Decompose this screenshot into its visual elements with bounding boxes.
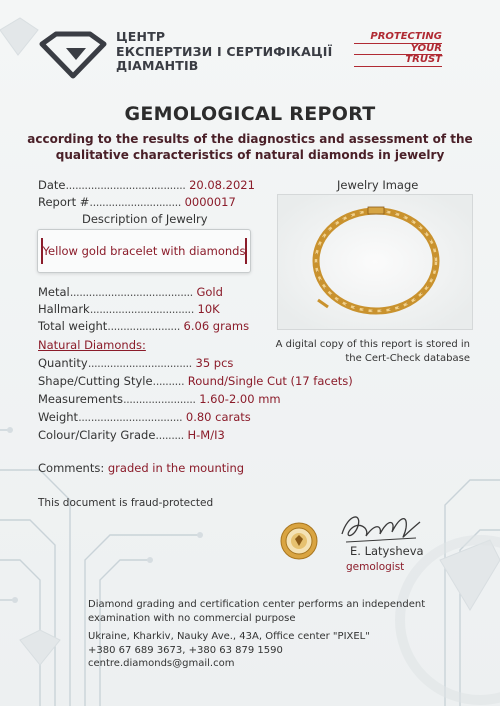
- signature-icon: [336, 508, 428, 548]
- footer-email[interactable]: centre.diamonds@gmail.com: [88, 658, 235, 669]
- metal-label: Metal: [38, 285, 70, 299]
- footer-address: Ukraine, Kharkiv, Nauky Ave., 43A, Office center "PIXEL": [88, 631, 370, 642]
- jewelry-image-label: Jewelry Image: [337, 178, 419, 192]
- hallmark-field: Hallmark................................. 10K: [38, 302, 220, 316]
- measurements-value: 1.60-2.00 mm: [199, 392, 281, 406]
- subtitle-line-2: qualitative characteristics of natural diamonds in jewelry: [55, 148, 445, 162]
- slogan-line-3: TRUST: [354, 55, 442, 67]
- quantity-field: Quantity................................. 35 pcs: [38, 356, 234, 370]
- natural-diamonds-heading: Natural Diamonds:: [38, 338, 146, 352]
- organization-name: [116, 30, 332, 74]
- weight-label: Weight: [38, 410, 79, 424]
- report-number-label: Report #: [38, 195, 90, 209]
- gold-seal-icon: [280, 522, 318, 560]
- date-field: Date...................................... 20.08.2021: [38, 178, 255, 192]
- description-value: Yellow gold bracelet with diamonds: [42, 244, 246, 258]
- grade-field: Colour/Clarity Grade......... H-M/I3: [38, 428, 225, 442]
- quantity-value: 35 pcs: [195, 356, 234, 370]
- digital-copy-line-1: A digital copy of this report is stored in: [275, 339, 470, 350]
- hallmark-label: Hallmark: [38, 302, 90, 316]
- total-weight-label: Total weight: [38, 319, 108, 333]
- weight-field: Weight................................. 0.80 carats: [38, 410, 251, 424]
- fraud-protection-note: This document is fraud-protected: [38, 497, 214, 509]
- comments: [38, 461, 244, 475]
- report-subtitle: [20, 131, 480, 163]
- bracelet-illustration: [278, 195, 472, 329]
- digital-copy-line-2: the Cert-Check database: [345, 352, 470, 364]
- report-number-field: Report #............................. 0000017: [38, 195, 236, 209]
- footer-line-2: examination with no commercial purpose: [88, 612, 296, 624]
- date-label: Date: [38, 178, 66, 192]
- metal-value: Gold: [196, 285, 223, 299]
- footer-statement: [88, 598, 425, 625]
- total-weight-value: 6.06 grams: [183, 319, 250, 333]
- subtitle-line-1: according to the results of the diagnostics and assessment of the: [27, 132, 473, 146]
- quantity-label: Quantity: [38, 356, 88, 370]
- shape-label: Shape/Cutting Style: [38, 374, 153, 388]
- shape-field: Shape/Cutting Style.......... Round/Single Cut (17 facets): [38, 374, 353, 388]
- footer-line-1: Diamond grading and certification center performs an independent: [88, 599, 426, 610]
- weight-value: 0.80 carats: [185, 410, 251, 424]
- gemologist-name: E. Latysheva: [350, 544, 424, 558]
- digital-copy-note: [262, 338, 470, 365]
- footer: [88, 598, 425, 671]
- measurements-label: Measurements: [38, 392, 123, 406]
- org-line-1: ЦЕНТР: [116, 29, 166, 44]
- comments-label: Comments:: [38, 461, 105, 475]
- jewelry-image: [277, 194, 473, 330]
- hallmark-value: 10K: [197, 302, 220, 316]
- org-line-2: ЕКСПЕРТИЗИ І СЕРТИФІКАЦІЇ: [116, 43, 333, 59]
- total-weight-field: Total weight....................... 6.06 grams: [38, 319, 250, 333]
- report-title: GEMOLOGICAL REPORT: [124, 103, 376, 125]
- slogan-line-2: YOUR: [354, 44, 442, 56]
- diamond-logo-icon: [36, 30, 110, 80]
- slogan-line-1: PROTECTING: [354, 32, 442, 44]
- metal-field: Metal....................................... Gold: [38, 285, 223, 299]
- footer-phones: +380 67 689 3673, +380 63 879 1590: [88, 644, 283, 656]
- date-value: 20.08.2021: [189, 178, 255, 192]
- grade-value: H-M/I3: [187, 428, 225, 442]
- gemologist-title: gemologist: [346, 561, 405, 573]
- slogan: [354, 32, 442, 67]
- grade-label: Colour/Clarity Grade: [38, 428, 156, 442]
- measurements-field: Measurements....................... 1.60-2.00 mm: [38, 392, 281, 406]
- description-heading: Description of Jewelry: [82, 212, 208, 226]
- description-box: [37, 229, 251, 273]
- report-number-value: 0000017: [184, 195, 236, 209]
- org-line-3: ДІАМАНТІВ: [116, 58, 199, 73]
- shape-value: Round/Single Cut (17 facets): [187, 374, 353, 388]
- comments-value: graded in the mounting: [107, 461, 245, 475]
